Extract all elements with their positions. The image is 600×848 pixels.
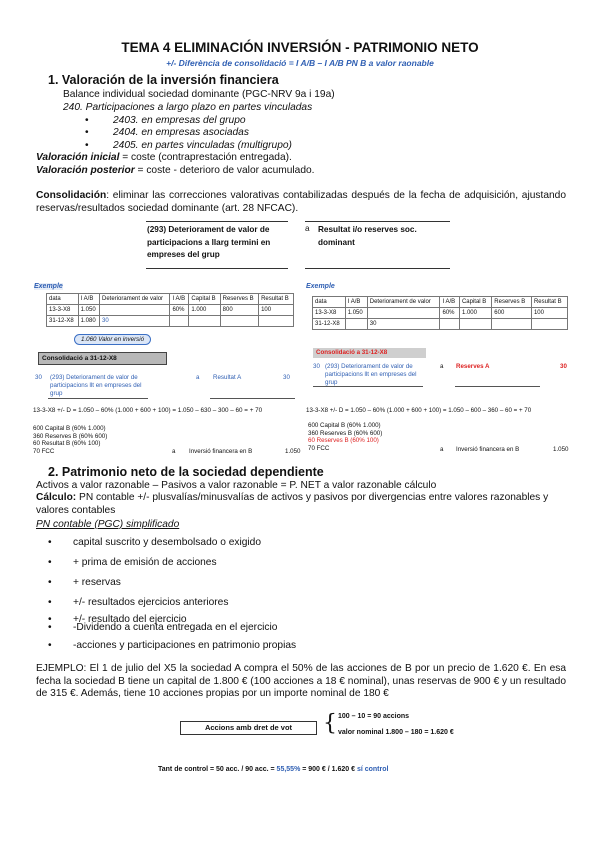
cell: 31-12-X8 bbox=[313, 319, 346, 330]
cell: 600 bbox=[492, 308, 532, 319]
label: Valoración inicial bbox=[36, 152, 120, 163]
cell: 100 bbox=[531, 308, 567, 319]
table-row bbox=[47, 316, 294, 327]
consolidation-box: Consolidació a 31-12-X8 bbox=[313, 348, 426, 358]
cell bbox=[259, 316, 294, 327]
table-header: I A/B bbox=[170, 294, 189, 305]
section2-line1: Activos a valor razonable – Pasivos a valor razonable = P. NET a valor razonable cálculo bbox=[36, 480, 437, 491]
text: PN contable +/- plusvalías/minusvalías de activos y pasivos por divergencias entre valores razonables y valores contables bbox=[36, 492, 549, 516]
valoracion-posterior bbox=[36, 165, 315, 178]
table-header: Deteriorament de valor bbox=[367, 297, 440, 308]
entry-a: a bbox=[440, 363, 444, 370]
brace-line: 100 – 10 = 90 accions bbox=[338, 713, 410, 720]
list-item: • 2405. en partes vinculadas (multigrupo) bbox=[113, 140, 292, 151]
text: sí control bbox=[356, 766, 389, 773]
table-header: I A/B bbox=[78, 294, 99, 305]
calc-line: 13-3-X8 +/- D = 1.050 – 60% (1.000 + 600 + 100) = 1.050 – 600 – 360 – 60 = + 70 bbox=[306, 407, 532, 414]
elimination-entry bbox=[308, 422, 382, 452]
cell bbox=[440, 319, 459, 330]
cell bbox=[531, 319, 567, 330]
left-example-table bbox=[46, 293, 294, 327]
example-paragraph: EJEMPLO: El 1 de julio del X5 la sociedad A compra el 50% de las acciones de B por un precio de 1.620 €. En esa fecha la sociedad B tiene un capital de 1.800 € (100 acciones a 18 € nominal), unas reservas de 900 € y un resultado de 315 €. Además, tiene 10 acciones propias por un importe nominal de 180 € bbox=[36, 663, 566, 699]
entry-amount: 1.050 bbox=[553, 446, 569, 453]
text: Tant de control = 50 acc. / 90 acc. = bbox=[158, 766, 277, 773]
percent: 55,55% bbox=[276, 766, 301, 773]
brace-line: valor nominal 1.800 – 180 = 1.620 € bbox=[338, 729, 454, 736]
cell bbox=[100, 305, 170, 316]
entry-line: 60 Reserves B (60% 100) bbox=[308, 437, 379, 444]
entry-line: 70 FCC bbox=[308, 444, 330, 452]
section2-heading: 2. Patrimonio neto de la sociedad dependiente bbox=[48, 465, 324, 479]
cell: 1.050 bbox=[345, 308, 367, 319]
table-row bbox=[47, 305, 294, 316]
entry-credit: Inversió financera en B bbox=[456, 446, 520, 453]
subtitle-formula: +/- Diferència de consolidació = I A/B – I A/B PN B a valor raonable bbox=[166, 58, 434, 68]
list-item: • +/- resultados ejercicios anteriores bbox=[73, 597, 228, 608]
example-label: Exemple bbox=[34, 283, 63, 290]
cell: 60% bbox=[170, 305, 189, 316]
right-example-table bbox=[312, 296, 568, 330]
cell: 1.000 bbox=[459, 308, 491, 319]
cell bbox=[492, 319, 532, 330]
cell: 13-3-X8 bbox=[313, 308, 346, 319]
cell: 30 bbox=[367, 319, 440, 330]
text: = coste - deterioro de valor acumulado. bbox=[134, 165, 315, 176]
brace-icon: { bbox=[323, 711, 337, 736]
entry-line: 360 Reserves B (60% 600) bbox=[33, 432, 108, 440]
section1-line1: Balance individual sociedad dominante (PGC-NRV 9a i 19a) bbox=[63, 89, 335, 100]
table-header: Resultat B bbox=[531, 297, 567, 308]
valoracion-inicial bbox=[36, 152, 292, 165]
cell: 31-12-X8 bbox=[47, 316, 79, 327]
consolidation-box: Consolidació a 31-12-X8 bbox=[38, 352, 167, 365]
valor-inversio-oval: 1.060 Valor en inversió bbox=[74, 334, 151, 345]
entry-amount: 30 bbox=[560, 363, 567, 370]
elimination-entry bbox=[33, 425, 107, 455]
table-header: data bbox=[313, 297, 346, 308]
entry-number: 30 bbox=[313, 363, 320, 370]
example-label: Exemple bbox=[306, 283, 335, 290]
list-item: • + reservas bbox=[73, 577, 121, 588]
cell bbox=[170, 316, 189, 327]
cell bbox=[220, 316, 258, 327]
cell bbox=[345, 319, 367, 330]
cell: 800 bbox=[220, 305, 258, 316]
cell: 1.000 bbox=[189, 305, 220, 316]
list-item: • capital suscrito y desembolsado o exigido bbox=[73, 537, 261, 548]
entry-credit: Reserves A bbox=[456, 363, 490, 370]
table-header: I A/B bbox=[345, 297, 367, 308]
cell: 30 bbox=[100, 316, 170, 327]
entry-number: 30 bbox=[35, 374, 42, 381]
cell bbox=[367, 308, 440, 319]
entry-line: 600 Capital B (60% 1.000) bbox=[308, 422, 381, 429]
list-item: • 2404. en empresas asociadas bbox=[113, 127, 249, 138]
table-header: I A/B bbox=[440, 297, 459, 308]
table-row bbox=[313, 297, 568, 308]
list-item: • +/- resultado del ejercicio bbox=[73, 614, 187, 625]
entry-a: a bbox=[440, 446, 444, 453]
table-header: Reserves B bbox=[492, 297, 532, 308]
table-header: Capital B bbox=[189, 294, 220, 305]
cell: 1.080 bbox=[78, 316, 99, 327]
page-title: TEMA 4 ELIMINACIÓN INVERSIÓN - PATRIMONIO NETO bbox=[121, 40, 479, 55]
pn-heading: PN contable (PGC) simplificado bbox=[36, 519, 180, 530]
entry-a: a bbox=[172, 448, 176, 455]
consolidacion-paragraph bbox=[36, 190, 566, 215]
table-header: data bbox=[47, 294, 79, 305]
cell: 100 bbox=[259, 305, 294, 316]
entry-credit: Inversió financera en B bbox=[189, 448, 253, 455]
entry-amount: 1.050 bbox=[285, 448, 301, 455]
label: Cálculo: bbox=[36, 492, 77, 503]
entry-credit: Resultat A bbox=[213, 374, 242, 381]
journal-credit: Resultat i/o reserves soc. dominant bbox=[318, 225, 417, 247]
table-row bbox=[313, 308, 568, 319]
table-header: Reserves B bbox=[220, 294, 258, 305]
journal-a: a bbox=[305, 224, 310, 233]
label: Consolidación bbox=[36, 190, 107, 201]
list-item: • + prima de emisión de acciones bbox=[73, 557, 217, 568]
table-header: Deteriorament de valor bbox=[100, 294, 170, 305]
cell: 60% bbox=[440, 308, 459, 319]
cell: 13-3-X8 bbox=[47, 305, 79, 316]
entry-debit: (293) Deteriorament de valor de participacions llt en empreses del grup bbox=[50, 374, 142, 397]
entry-amount: 30 bbox=[283, 374, 290, 381]
label: Valoración posterior bbox=[36, 165, 135, 176]
section1-heading: 1. Valoración de la inversión financiera bbox=[48, 73, 279, 87]
entry-debit: (293) Deteriorament de valor de participacions llt en empreses del grup bbox=[325, 363, 417, 386]
list-item: • 2403. en empresas del grupo bbox=[113, 115, 246, 126]
entry-a: a bbox=[196, 374, 200, 381]
table-row bbox=[313, 319, 568, 330]
cell bbox=[189, 316, 220, 327]
entry-line: 600 Capital B (60% 1.000) bbox=[33, 425, 106, 432]
cell: 1.050 bbox=[78, 305, 99, 316]
table-header: Resultat B bbox=[259, 294, 294, 305]
calc-line: 13-3-X8 +/- D = 1.050 – 60% (1.000 + 600 + 100) = 1.050 – 630 – 300 – 60 = + 70 bbox=[33, 407, 263, 414]
text: = coste (contraprestación entregada). bbox=[119, 152, 292, 163]
calculo-paragraph bbox=[36, 492, 564, 517]
text: : eliminar las correcciones valorativas contabilizadas después de la fecha de adquisición, ajustando reservas/resultados sociedad dominante (art. 28 NFCAC). bbox=[36, 190, 566, 214]
entry-line: 360 Reserves B (60% 600) bbox=[308, 429, 383, 437]
table-header: Capital B bbox=[459, 297, 491, 308]
text: = 900 € / 1.620 € bbox=[300, 766, 357, 773]
list-item: • -Dividendo a cuenta entregada en el ejercicio bbox=[73, 622, 277, 633]
accions-box: Accions amb dret de vot bbox=[180, 721, 317, 735]
entry-line: 70 FCC bbox=[33, 447, 55, 455]
control-line bbox=[158, 766, 388, 773]
section1-line2: 240. Participaciones a largo plazo en partes vinculadas bbox=[63, 102, 313, 113]
cell bbox=[459, 319, 491, 330]
entry-line: 60 Resultat B (60% 100) bbox=[33, 440, 101, 447]
table-row bbox=[47, 294, 294, 305]
list-item: • -acciones y participaciones en patrimonio propias bbox=[73, 640, 296, 651]
journal-debit: (293) Deteriorament de valor de participacions a llarg termini en empreses del grup bbox=[147, 225, 271, 259]
